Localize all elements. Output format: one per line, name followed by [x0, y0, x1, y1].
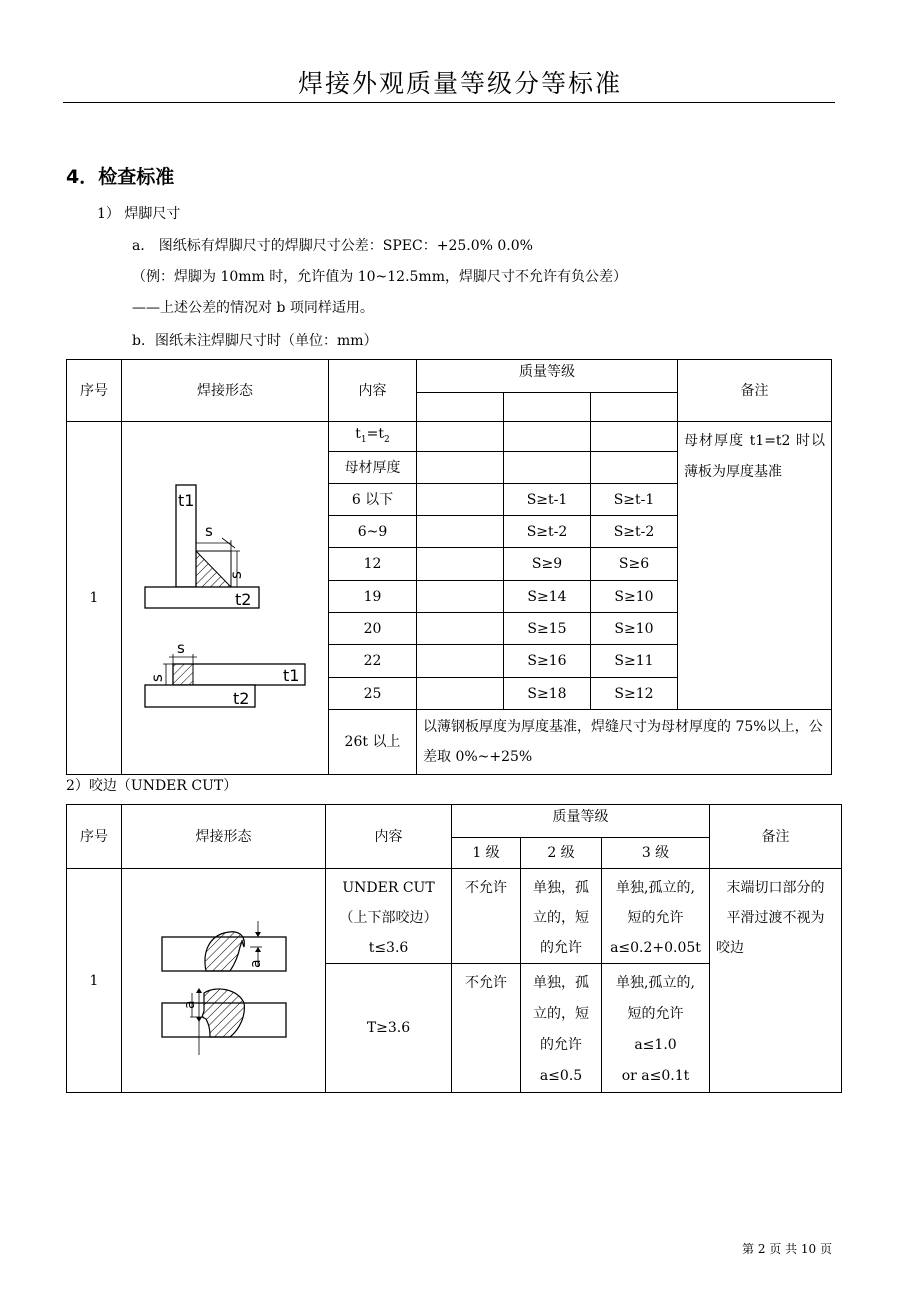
content-r1-line: t≤3.6 — [368, 940, 409, 956]
label-t1-tjoint: t1 — [177, 491, 194, 510]
r2-g2-line: 单独，孤 — [533, 975, 589, 991]
r1-g3-line: 单独,孤立的, — [616, 880, 695, 896]
last-row-text-cell — [417, 710, 832, 775]
r2-g3-line: 单独,孤立的, — [616, 975, 695, 991]
content-t-equal: $t_1=t_2$ — [329, 422, 417, 452]
content-r2: T≥3.6 — [326, 964, 452, 1093]
cell-g3-r1 — [591, 452, 678, 484]
r2-g2-line: a≤0.5 — [539, 1068, 583, 1084]
fillet-unmarked-line: b．图纸未注焊脚尺寸时（单位：mm） — [132, 333, 378, 349]
r1-g2-line: 的允许 — [540, 940, 582, 956]
grade-2-header — [504, 393, 591, 422]
grade-1-cell — [417, 613, 504, 645]
r2-grade-1: 不允许 — [452, 964, 521, 1093]
r1-g2-line: 立的，短 — [533, 910, 589, 926]
grade-2-cell: S≥t-1 — [504, 484, 591, 516]
r1-grade-1: 不允许 — [452, 869, 521, 964]
grade-2-cell: S≥14 — [504, 581, 591, 613]
grade-1-cell — [417, 516, 504, 548]
r2-g2-line: 立的，短 — [533, 1006, 589, 1022]
header-weld-form: 焊接形态 — [122, 805, 326, 869]
grade-1-cell — [417, 548, 504, 581]
grade-3-cell: S≥12 — [591, 678, 678, 710]
fillet-applies-line: ——上述公差的情况对 b 项同样适用。 — [132, 300, 374, 316]
fillet-weld-figure-cell — [122, 422, 329, 775]
header-weld-form: 焊接形态 — [122, 360, 329, 422]
document-title: 焊接外观质量等级分等标准 — [297, 69, 622, 98]
label-s-lap-h: s — [176, 639, 185, 657]
subsection-heading-fillet: 1） 焊脚尺寸 — [97, 206, 181, 222]
grade-2-cell: S≥15 — [504, 613, 591, 645]
r1-grade-3 — [602, 869, 710, 964]
grade-2-header: 2 级 — [521, 838, 602, 869]
header-content: 内容 — [329, 360, 417, 422]
label-t2-lap: t2 — [232, 689, 249, 708]
label-t2-tjoint: t2 — [234, 590, 251, 609]
undercut-diagram — [124, 881, 324, 1081]
grade-3-header — [591, 393, 678, 422]
grade-1-cell — [417, 484, 504, 516]
content-cell: 25 — [329, 678, 417, 710]
note-line: 末端切口部分的 — [726, 880, 825, 896]
grade-3-cell: S≥10 — [591, 613, 678, 645]
content-cell: 12 — [329, 548, 417, 581]
note-line: 平滑过渡不视为 — [726, 910, 825, 926]
r2-g3-line: or a≤0.1t — [621, 1068, 690, 1084]
label-s-tjoint-v: s — [226, 571, 245, 579]
label-s-lap-v: s — [147, 674, 166, 682]
header-quality-grade: 质量等级 — [452, 805, 710, 838]
r2-g3-line: a≤1.0 — [634, 1037, 677, 1053]
r1-g3-line: a≤0.2+0.05t — [610, 940, 701, 956]
content-cell-last: 26t 以上 — [329, 710, 417, 775]
r2-g3-line: 短的允许 — [627, 1006, 684, 1022]
content-r1-line: UNDER CUT — [342, 880, 435, 896]
content-thickness: 母材厚度 — [329, 452, 417, 484]
undercut-table — [66, 804, 842, 1093]
content-cell: 6 以下 — [329, 484, 417, 516]
content-r1-line: （上下部咬边） — [339, 910, 438, 926]
header-note: 备注 — [710, 805, 842, 869]
r2-grade-2 — [521, 964, 602, 1093]
row-number: 1 — [67, 422, 122, 775]
r2-grade-3 — [602, 964, 710, 1093]
grade-2-cell: S≥9 — [504, 548, 591, 581]
grade-2-cell: S≥t-2 — [504, 516, 591, 548]
r1-grade-2 — [521, 869, 602, 964]
fillet-tolerance-line: a． 图纸标有焊脚尺寸的焊脚尺寸公差：SPEC：+25.0% 0.0% — [132, 238, 533, 254]
note-cell — [678, 422, 832, 710]
label-s-tjoint-h: s — [204, 522, 213, 540]
page-footer: 第 2 页 共 10 页 — [742, 1242, 832, 1256]
grade-3-cell: S≥10 — [591, 581, 678, 613]
content-cell: 6~9 — [329, 516, 417, 548]
cell-g3-r0 — [591, 422, 678, 452]
grade-1-header — [417, 393, 504, 422]
note-cell — [710, 869, 842, 1093]
grade-1-cell — [417, 645, 504, 678]
fillet-weld-diagram — [123, 428, 328, 768]
grade-3-header: 3 级 — [602, 838, 710, 869]
title-rule — [63, 102, 835, 103]
label-t1-lap: t1 — [282, 666, 299, 685]
grade-1-cell — [417, 678, 504, 710]
r1-g3-line: 短的允许 — [627, 910, 684, 926]
label-a-lower: a — [181, 999, 198, 1009]
cell-g1-r1 — [417, 452, 504, 484]
content-cell: 22 — [329, 645, 417, 678]
grade-1-header: 1 级 — [452, 838, 521, 869]
fillet-size-table — [66, 359, 832, 775]
header-no: 序号 — [67, 360, 122, 422]
grade-3-cell: S≥11 — [591, 645, 678, 678]
grade-2-cell: S≥16 — [504, 645, 591, 678]
row-number: 1 — [67, 869, 122, 1093]
grade-3-cell: S≥6 — [591, 548, 678, 581]
grade-2-cell: S≥18 — [504, 678, 591, 710]
subsection-heading-undercut: 2）咬边（UNDER CUT） — [66, 778, 238, 794]
note-text: 母材厚度 t1=t2 时以薄板为厚度基准 — [684, 433, 825, 480]
grade-1-cell — [417, 581, 504, 613]
cell-g2-r0 — [504, 422, 591, 452]
note-line: 咬边 — [716, 940, 744, 956]
header-content: 内容 — [326, 805, 452, 869]
cell-g2-r1 — [504, 452, 591, 484]
fillet-example-line: （例：焊脚为 10mm 时，允许值为 10~12.5mm，焊脚尺寸不允许有负公差） — [132, 269, 627, 285]
r2-g2-line: 的允许 — [540, 1037, 582, 1053]
grade-3-cell: S≥t-2 — [591, 516, 678, 548]
r1-g2-line: 单独，孤 — [533, 880, 589, 896]
grade-3-cell: S≥t-1 — [591, 484, 678, 516]
content-cell: 19 — [329, 581, 417, 613]
last-row-text: 以薄钢板厚度为厚度基准，焊缝尺寸为母材厚度的 75%以上，公差取 0%~+25% — [423, 719, 823, 765]
undercut-figure-cell — [122, 869, 326, 1093]
header-note: 备注 — [678, 360, 832, 422]
label-a-upper: a — [247, 958, 264, 968]
header-quality-grade: 质量等级 — [417, 360, 678, 393]
section-heading: 4．检查标准 — [66, 166, 175, 188]
header-no: 序号 — [67, 805, 122, 869]
cell-g1-r0 — [417, 422, 504, 452]
content-r1 — [326, 869, 452, 964]
content-cell: 20 — [329, 613, 417, 645]
